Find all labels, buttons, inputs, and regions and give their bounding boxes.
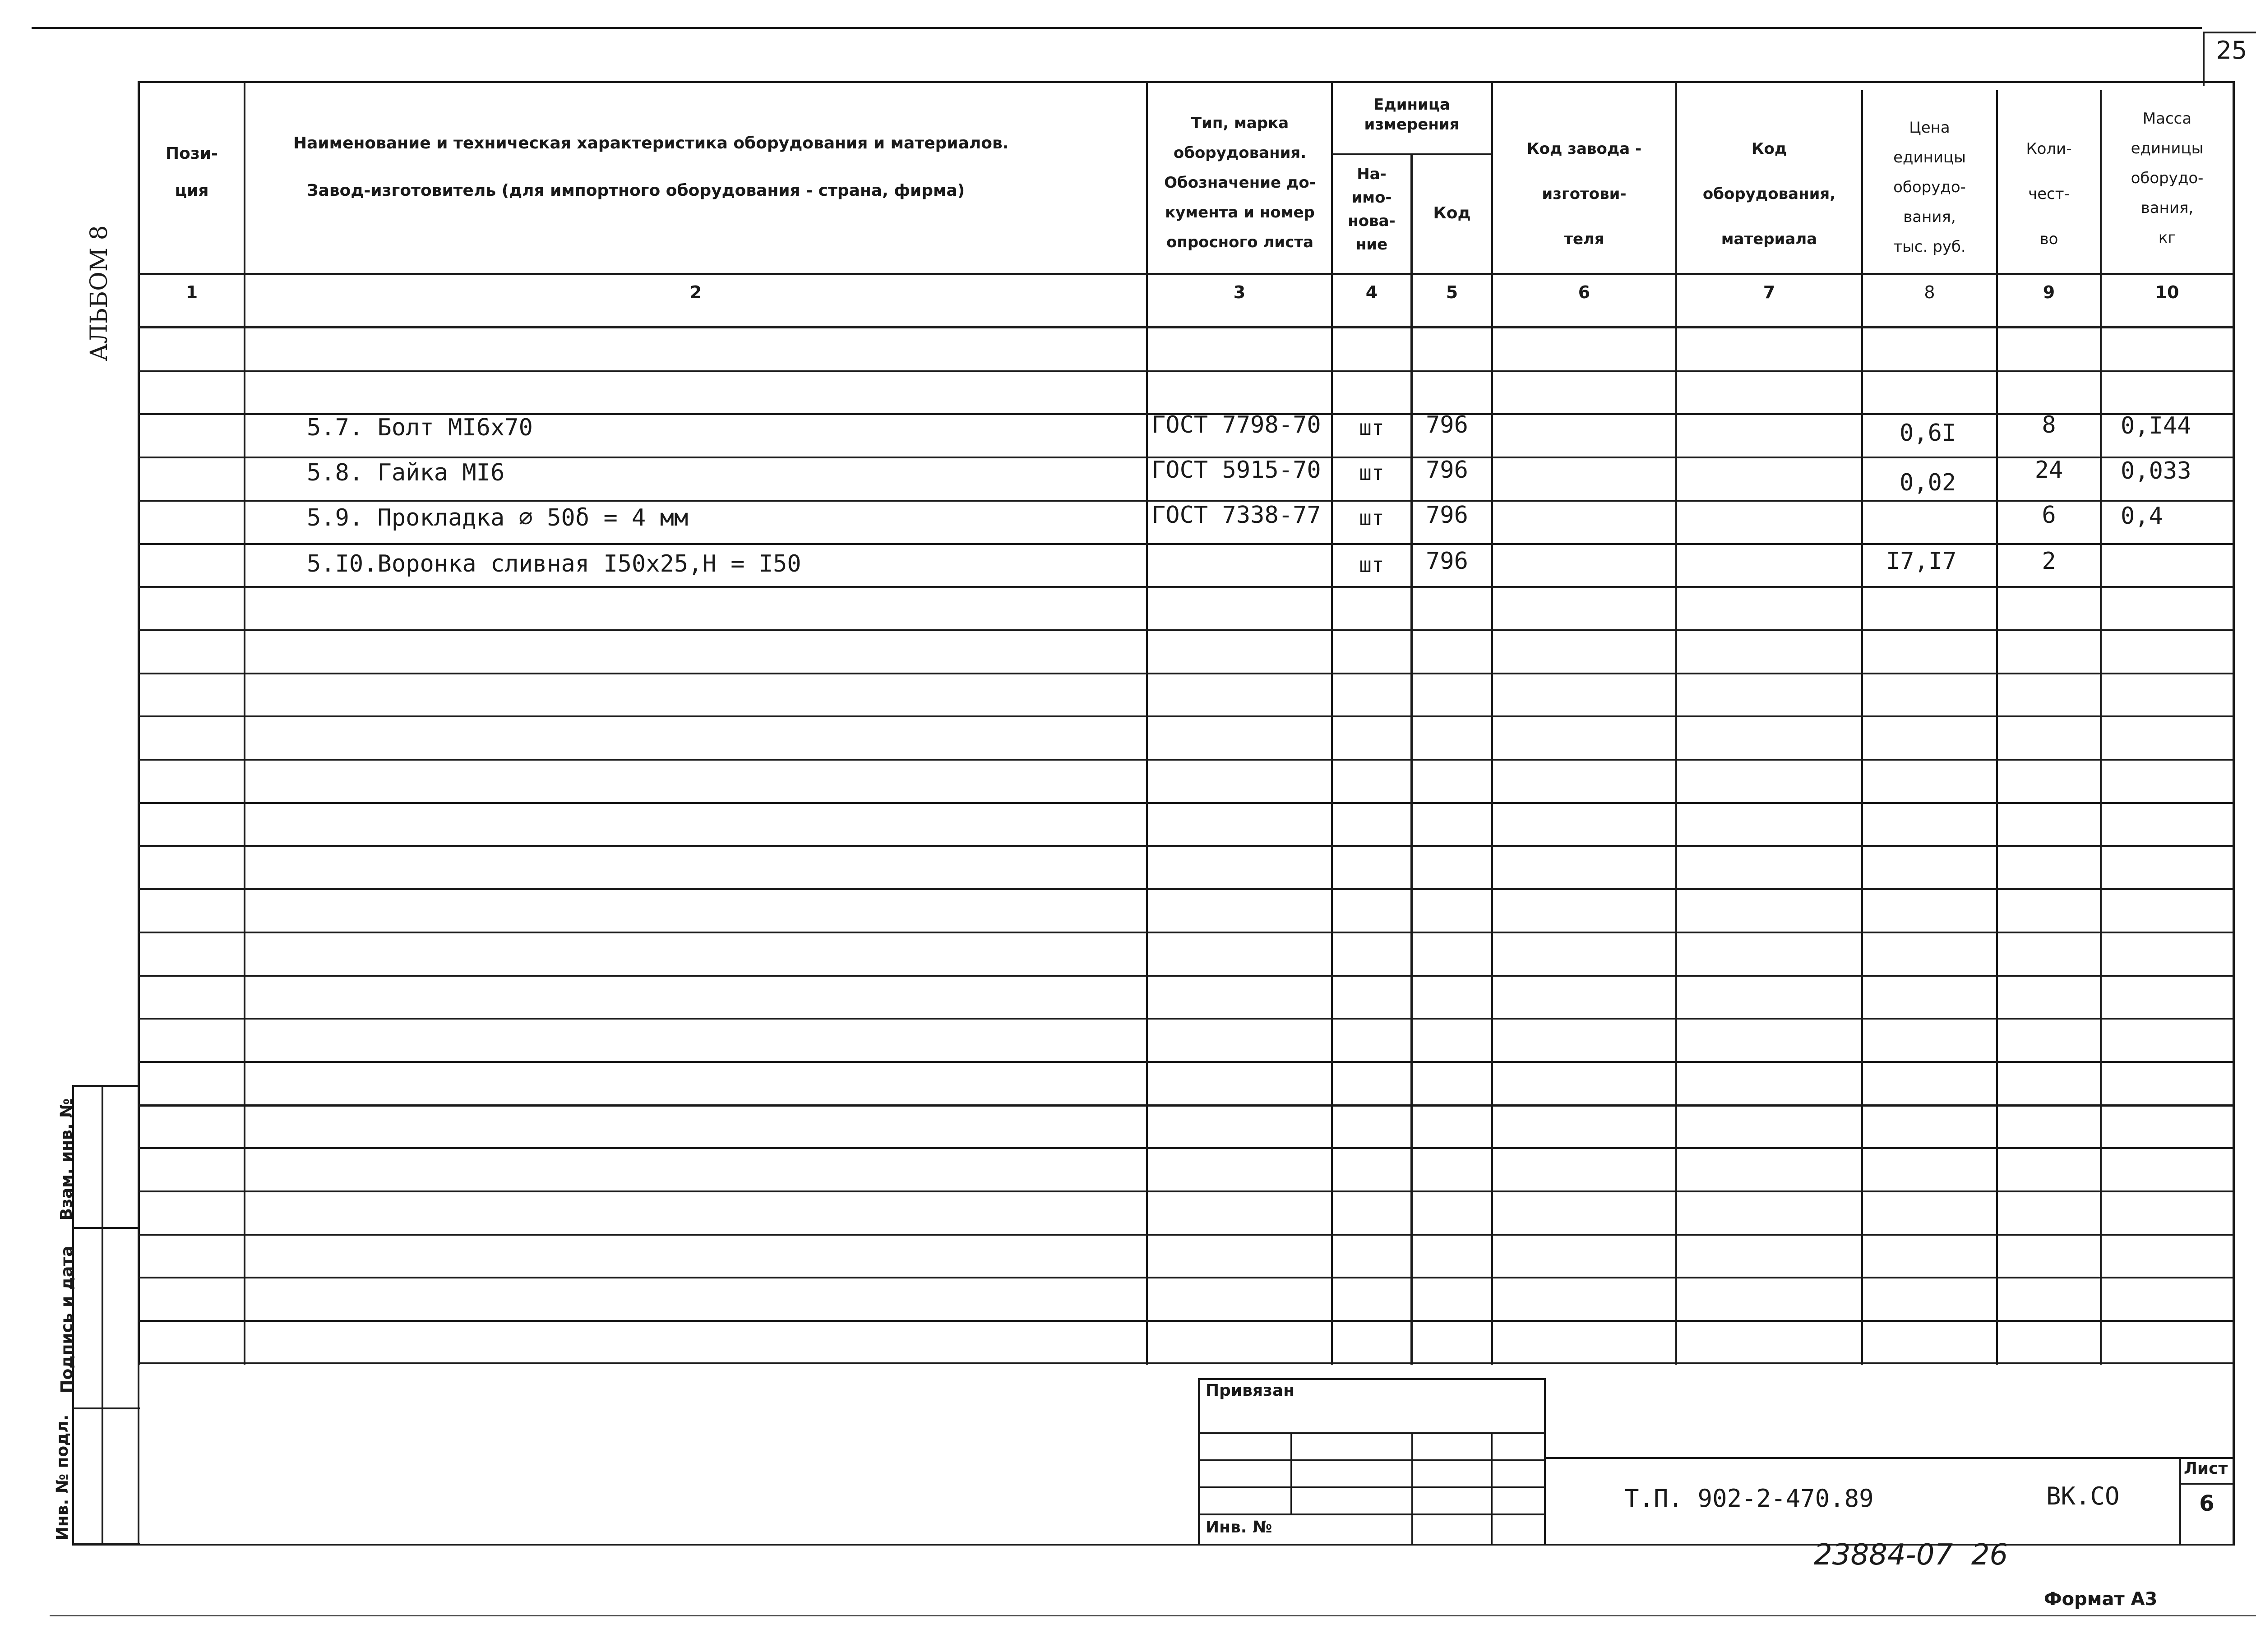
header-name-line2: Завод-изготовитель (для импортного оборудования - страна, фирма) xyxy=(307,181,965,200)
row-4-qty: 2 xyxy=(2042,548,2056,575)
col-divider-8 xyxy=(1996,90,1998,1365)
table-top-border xyxy=(138,81,2233,83)
row-1-name: 5.7. Болт МI6х70 xyxy=(307,414,533,441)
tb-sheet-no: 6 xyxy=(2199,1491,2214,1516)
header-equipment-code: Код оборудования, материала xyxy=(1702,140,1836,248)
page-bottom-line xyxy=(50,1615,2256,1616)
header-bottom-line xyxy=(138,273,2233,275)
table-row-line xyxy=(138,715,2233,717)
row-3-qty: 6 xyxy=(2042,502,2056,529)
row-1-qty: 8 xyxy=(2042,411,2056,438)
tb-right-line xyxy=(1544,1378,1546,1545)
tb-row-1 xyxy=(1198,1432,1545,1434)
table-row-line xyxy=(138,802,2233,804)
row-3-name: 5.9. Прокладка ∅ 50δ = 4 мм xyxy=(307,504,689,531)
header-type-doc: Тип, марка оборудования. Обозначение до- кумента и номер опросного листа xyxy=(1164,114,1316,251)
row-1-price: 0,6I xyxy=(1900,420,1956,447)
tb-sheet-mid xyxy=(2179,1483,2234,1485)
tb-col-1 xyxy=(1290,1432,1292,1514)
colnum-4: 4 xyxy=(1365,282,1378,302)
tb-sheet-label: Лист xyxy=(2184,1459,2228,1478)
table-row-line xyxy=(138,975,2233,977)
col-divider-5 xyxy=(1491,81,1493,1365)
row-4-code: 796 xyxy=(1426,548,1468,575)
colnum-9: 9 xyxy=(2043,282,2055,302)
header-unit-name: На- имо- нова- ние xyxy=(1348,165,1396,254)
tb-row-2 xyxy=(1198,1459,1545,1461)
stamp-inv-podl: Инв. № подл. xyxy=(53,1414,72,1541)
row-3-mass: 0,4 xyxy=(2121,503,2163,530)
table-row-line xyxy=(138,932,2233,933)
table-row-line xyxy=(138,759,2233,761)
col-divider-6 xyxy=(1675,81,1677,1365)
tb-row-4 xyxy=(1198,1514,1545,1515)
stamp-right-line xyxy=(138,1362,139,1545)
row-3-code: 796 xyxy=(1426,502,1468,529)
row-3-unit: шт xyxy=(1359,506,1384,530)
tb-inv-no: Инв. № xyxy=(1206,1518,1272,1537)
table-row-line xyxy=(138,673,2233,674)
table-row-line xyxy=(138,1320,2233,1322)
colnum-7: 7 xyxy=(1763,282,1775,302)
tb-row-3 xyxy=(1198,1486,1545,1488)
row-1-code: 796 xyxy=(1426,411,1468,438)
col-divider-2 xyxy=(1146,81,1148,1365)
row-1-doc: ГОСТ 7798-70 xyxy=(1151,411,1321,438)
col-divider-3 xyxy=(1331,81,1333,1365)
col-divider-1 xyxy=(244,81,245,1365)
table-row-line xyxy=(138,845,2233,847)
row-2-code: 796 xyxy=(1426,457,1468,484)
tb-left-line xyxy=(1198,1378,1200,1545)
row-4-name: 5.I0.Воронка сливная I50х25,Н = I50 xyxy=(307,550,801,577)
row-2-mass: 0,033 xyxy=(2121,457,2191,485)
table-right-border xyxy=(2233,81,2235,1545)
table-row-line xyxy=(138,586,2233,588)
colnum-1: 1 xyxy=(185,282,198,302)
colnum-10: 10 xyxy=(2155,282,2179,302)
colnum-bottom-line xyxy=(138,326,2233,328)
row-1-unit: шт xyxy=(1359,415,1384,440)
handwritten-number: 23884-07 26 xyxy=(1814,1538,2008,1572)
table-bottom-line xyxy=(138,1362,2233,1364)
row-2-unit: шт xyxy=(1359,461,1384,485)
tb-doc-top-line xyxy=(1544,1457,2234,1459)
colnum-2: 2 xyxy=(689,282,702,302)
row-4-price: I7,I7 xyxy=(1886,548,1957,575)
row-2-qty: 24 xyxy=(2034,457,2063,484)
row-2-doc: ГОСТ 5915-70 xyxy=(1151,457,1321,484)
table-row-line xyxy=(138,888,2233,890)
row-2-name: 5.8. Гайка МI6 xyxy=(307,459,505,486)
format-label: Формат А3 xyxy=(2044,1589,2158,1610)
header-name-line1: Наименование и техническая характеристика оборудования и материалов. xyxy=(293,134,1009,152)
col-divider-7 xyxy=(1861,90,1863,1365)
table-row-line xyxy=(138,1018,2233,1020)
row-2-price: 0,02 xyxy=(1900,469,1956,496)
colnum-3: 3 xyxy=(1233,282,1246,302)
row-1-mass: 0,I44 xyxy=(2121,412,2191,439)
tb-col-3 xyxy=(1491,1432,1493,1545)
header-mass: Масса единицы оборудо- вания, кг xyxy=(2131,110,2204,247)
header-unit-group: Единица измерения xyxy=(1364,96,1460,134)
row-4-unit: шт xyxy=(1359,553,1384,577)
table-row-line xyxy=(138,1104,2233,1107)
stamp-signature-date: Подпись и дата xyxy=(58,1246,76,1394)
tb-section: ВК.СО xyxy=(2046,1482,2120,1510)
header-quantity: Коли- чест- во xyxy=(2026,140,2072,248)
header-unit-code: Код xyxy=(1433,204,1471,222)
stamp-top-line xyxy=(72,1085,140,1087)
tb-top-line xyxy=(1198,1378,1545,1380)
tb-col-2 xyxy=(1411,1432,1413,1545)
table-row-line xyxy=(138,1191,2233,1192)
unit-group-line xyxy=(1331,153,1493,155)
stamp-mid-line xyxy=(102,1085,103,1545)
header-position: Пози- ция xyxy=(166,144,218,200)
table-row-line xyxy=(138,543,2233,545)
stamp-vzam-inv: Взам. инв. № xyxy=(57,1098,76,1221)
colnum-8: 8 xyxy=(1924,282,1935,302)
table-row-line xyxy=(138,629,2233,631)
album-label: АЛЬБОМ 8 xyxy=(86,225,113,361)
tb-doc-code: Т.П. 902-2-470.89 xyxy=(1624,1484,1874,1513)
row-3-doc: ГОСТ 7338-77 xyxy=(1151,502,1321,529)
table-row-line xyxy=(138,1061,2233,1063)
frame-top-line xyxy=(32,27,2202,29)
col-divider-9 xyxy=(2100,90,2102,1365)
page-number-box-top xyxy=(2203,32,2256,33)
header-factory-code: Код завода - изготови- теля xyxy=(1526,140,1642,248)
header-price: Цена единицы оборудо- вания, тыс. руб. xyxy=(1893,119,1966,256)
colnum-6: 6 xyxy=(1578,282,1590,302)
table-row-line xyxy=(138,1147,2233,1149)
table-row-line xyxy=(138,370,2233,372)
colnum-5: 5 xyxy=(1446,282,1458,302)
tb-privyazan: Привязан xyxy=(1206,1381,1295,1400)
table-row-line xyxy=(138,1234,2233,1236)
table-row-line xyxy=(138,1277,2233,1278)
page-number: 25 xyxy=(2216,36,2247,65)
